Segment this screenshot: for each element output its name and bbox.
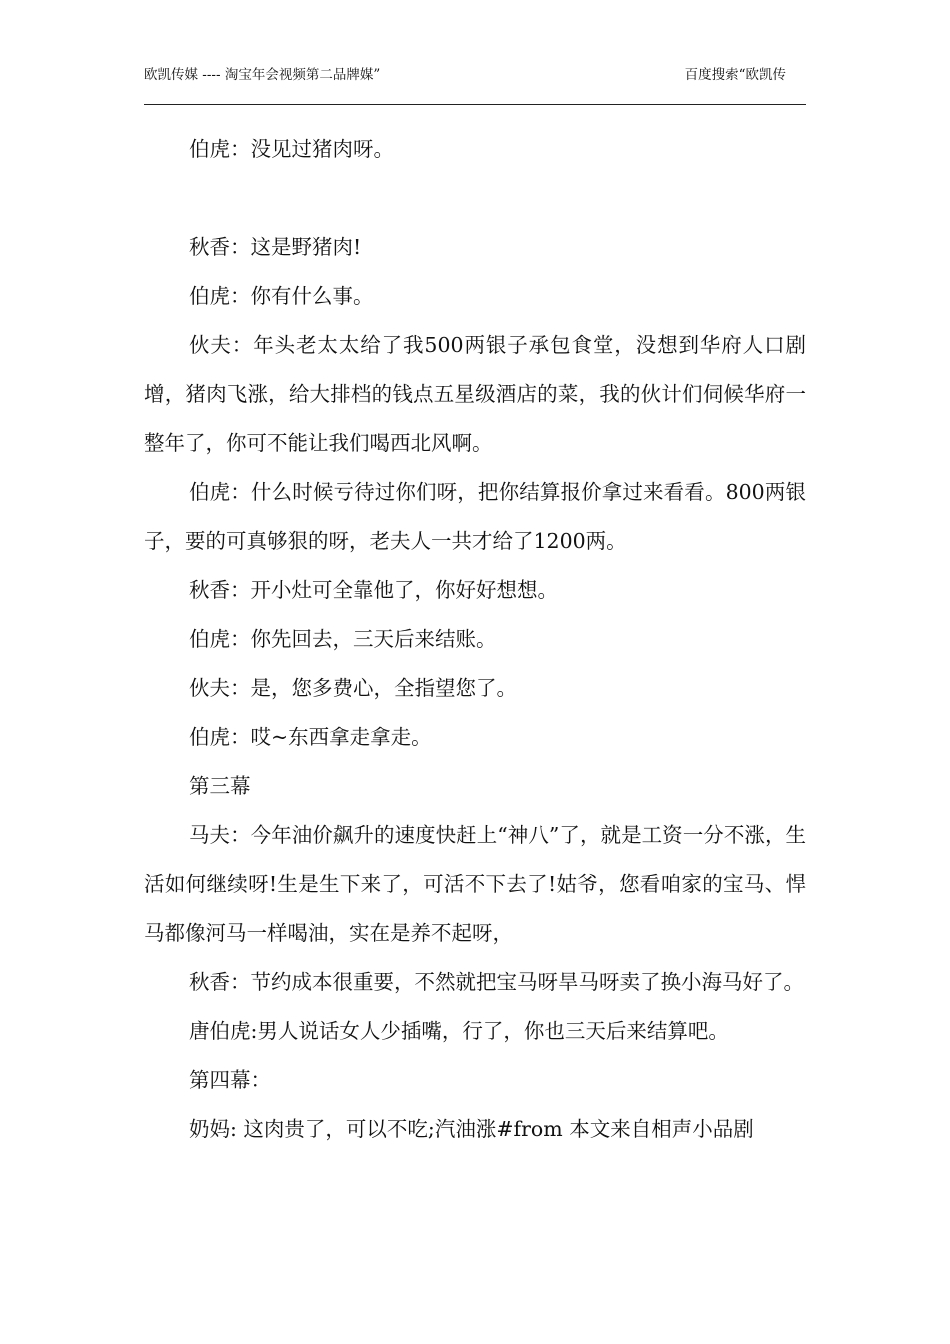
paragraph: 秋香：节约成本很重要，不然就把宝马呀旱马呀卖了换小海马好了。 (189, 970, 804, 994)
paragraph: 伯虎：哎~东西拿走拿走。 (189, 725, 432, 749)
paragraph: 秋香：开小灶可全靠他了，你好好想想。 (189, 578, 558, 602)
paragraph: 伙夫：是，您多费心，全指望您了。 (189, 676, 517, 700)
paragraph: 伯虎：什么时候亏待过你们呀，把你结算报价拿过来看看。800两银子，要的可真够狠的呀，老夫人一共才给了1200两。 (144, 480, 806, 553)
paragraph: 奶妈: 这肉贵了，可以不吃;汽油涨#from 本文来自相声小品剧 (189, 1117, 754, 1141)
paragraph: 秋香：这是野猪肉! (189, 235, 362, 259)
paragraph: 伯虎：你有什么事。 (189, 284, 374, 308)
page-header (144, 66, 806, 105)
header-left-text: 欧凯传媒 ---- 淘宝年会视频第二品牌媒” (144, 67, 381, 83)
document-body (144, 125, 806, 1154)
paragraph: 伯虎：你先回去，三天后来结账。 (189, 627, 497, 651)
paragraph: 伙夫：年头老太太给了我500两银子承包食堂，没想到华府人口剧增，猪肉飞涨，给大排档的钱点五星级酒店的菜，我的伙计们伺候华府一整年了，你可不能让我们喝西北风啊。 (144, 333, 806, 455)
blank-line (144, 174, 806, 223)
paragraph: 马夫：今年油价飙升的速度快赶上“神八”了，就是工资一分不涨，生活如何继续呀!生是生下来了，可活不下去了!姑爷，您看咱家的宝马、悍马都像河马一样喝油，实在是养不起呀， (144, 823, 806, 945)
header-right-text: 百度搜索“欧凯传 (684, 67, 786, 83)
section-heading: 第四幕： (189, 1068, 271, 1092)
section-heading: 第三幕 (189, 774, 251, 798)
paragraph: 伯虎：没见过猪肉呀。 (189, 137, 394, 161)
paragraph: 唐伯虎:男人说话女人少插嘴，行了，你也三天后来结算吧。 (189, 1019, 729, 1043)
